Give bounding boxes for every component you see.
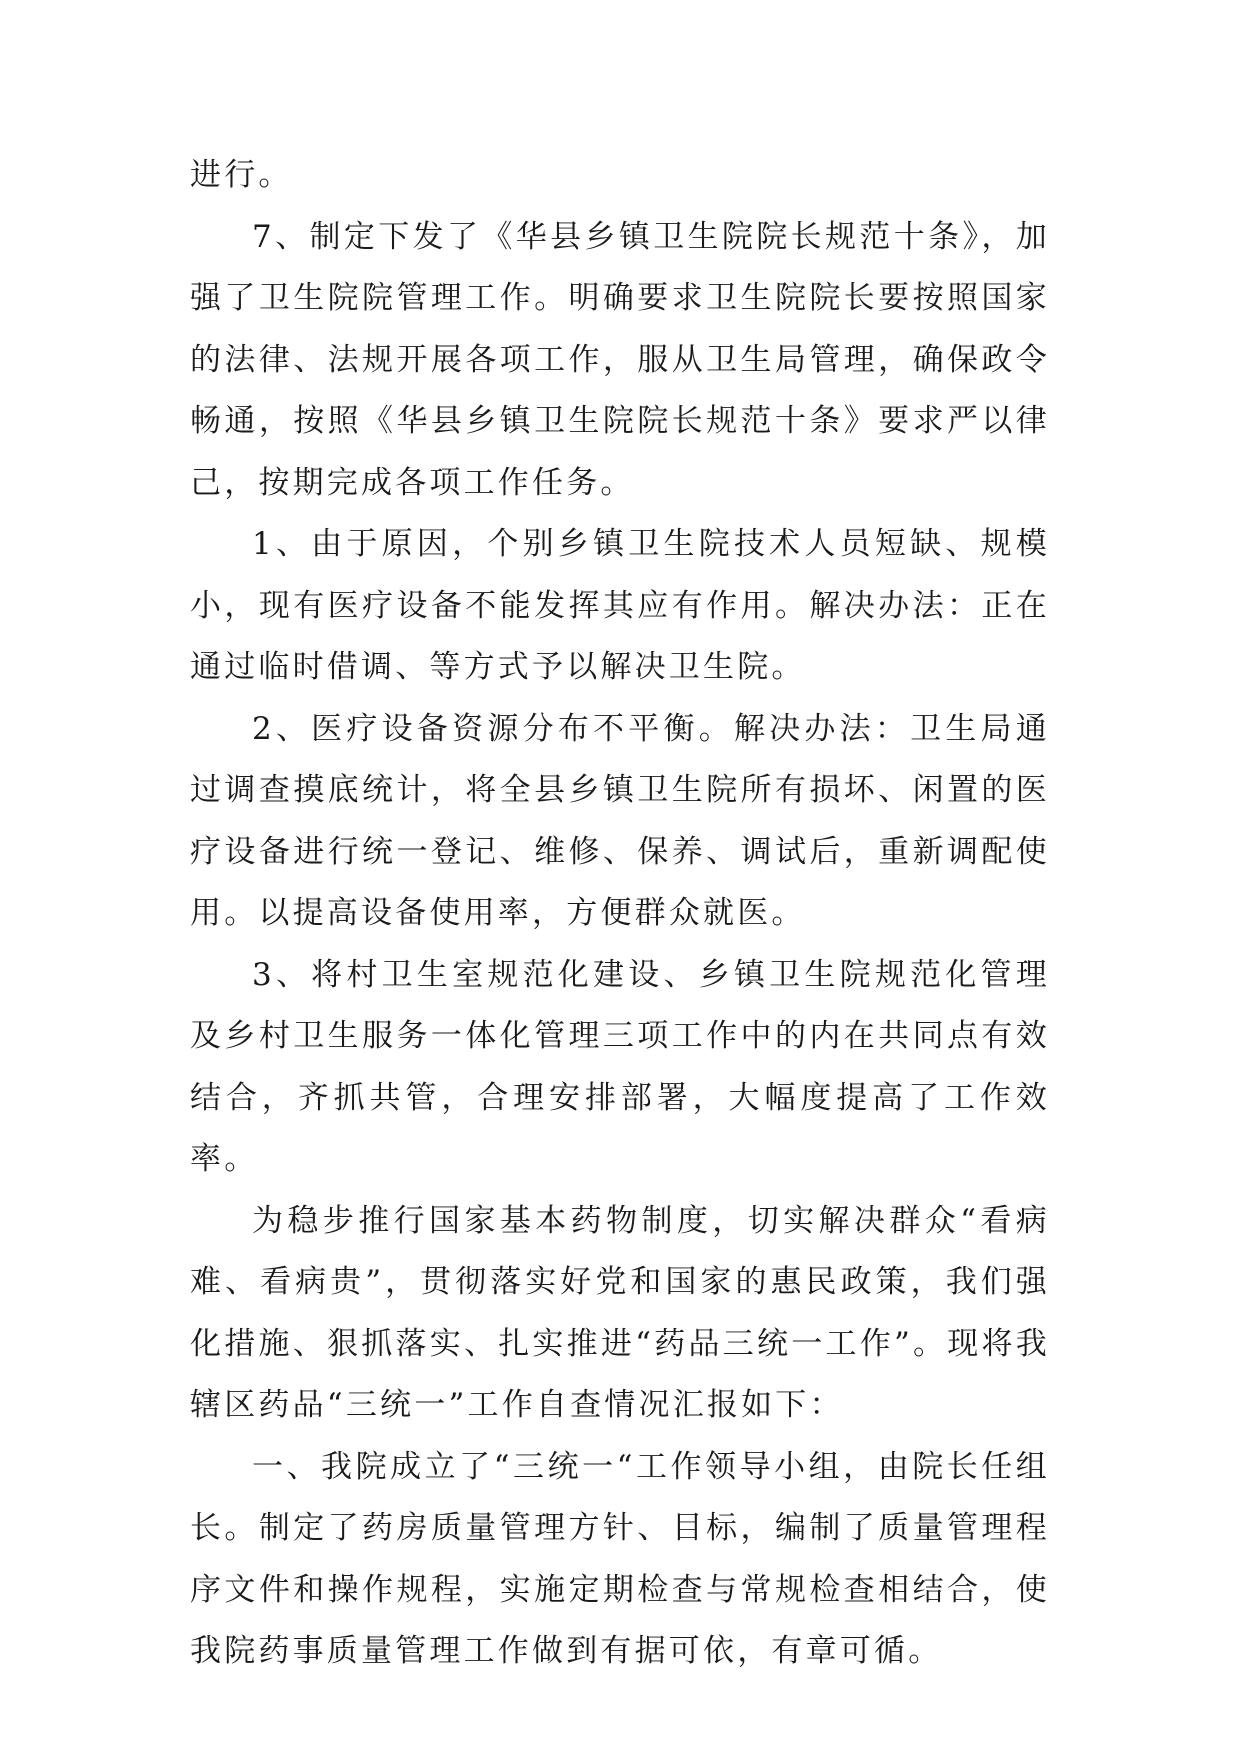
paragraph-item-7: 7、制定下发了《华县乡镇卫生院院长规范十条》，加强了卫生院院管理工作。明确要求卫生院院长要按照国家的法律、法规开展各项工作，服从卫生局管理，确保政令畅通，按照《华县乡镇卫生院院长规范十条》要求严以律己，按期完成各项工作任务。	[190, 218, 1050, 501]
paragraph-section-1: 一、我院成立了“三统一“工作领导小组，由院长任组长。制定了药房质量管理方针、目标，编制了质量管理程序文件和操作规程，实施定期检查与常规检查相结合，使我院药事质量管理工作做到有据可依，有章可循。	[190, 1448, 1050, 1669]
paragraph-problem-3: 3、将村卫生室规范化建设、乡镇卫生院规范化管理及乡村卫生服务一体化管理三项工作中的内在共同点有效结合，齐抓共管，合理安排部署，大幅度提高了工作效率。	[190, 956, 1050, 1177]
paragraph-continuation: 进行。	[190, 157, 293, 193]
paragraph-problem-1: 1、由于原因，个别乡镇卫生院技术人员短缺、规模小，现有医疗设备不能发挥其应有作用。解决办法：正在通过临时借调、等方式予以解决卫生院。	[190, 526, 1050, 685]
paragraph-intro: 为稳步推行国家基本药物制度，切实解决群众“看病难、看病贵”，贯彻落实好党和国家的惠民政策，我们强化措施、狠抓落实、扎实推进“药品三统一工作”。现将我辖区药品“三统一”工作自查情况汇报如下：	[190, 1202, 1050, 1423]
paragraph-problem-2: 2、医疗设备资源分布不平衡。解决办法：卫生局通过调查摸底统计，将全县乡镇卫生院所有损坏、闲置的医疗设备进行统一登记、维修、保养、调试后，重新调配使用。以提高设备使用率，方便群众就医。	[190, 710, 1050, 931]
document-body	[190, 145, 1050, 1683]
